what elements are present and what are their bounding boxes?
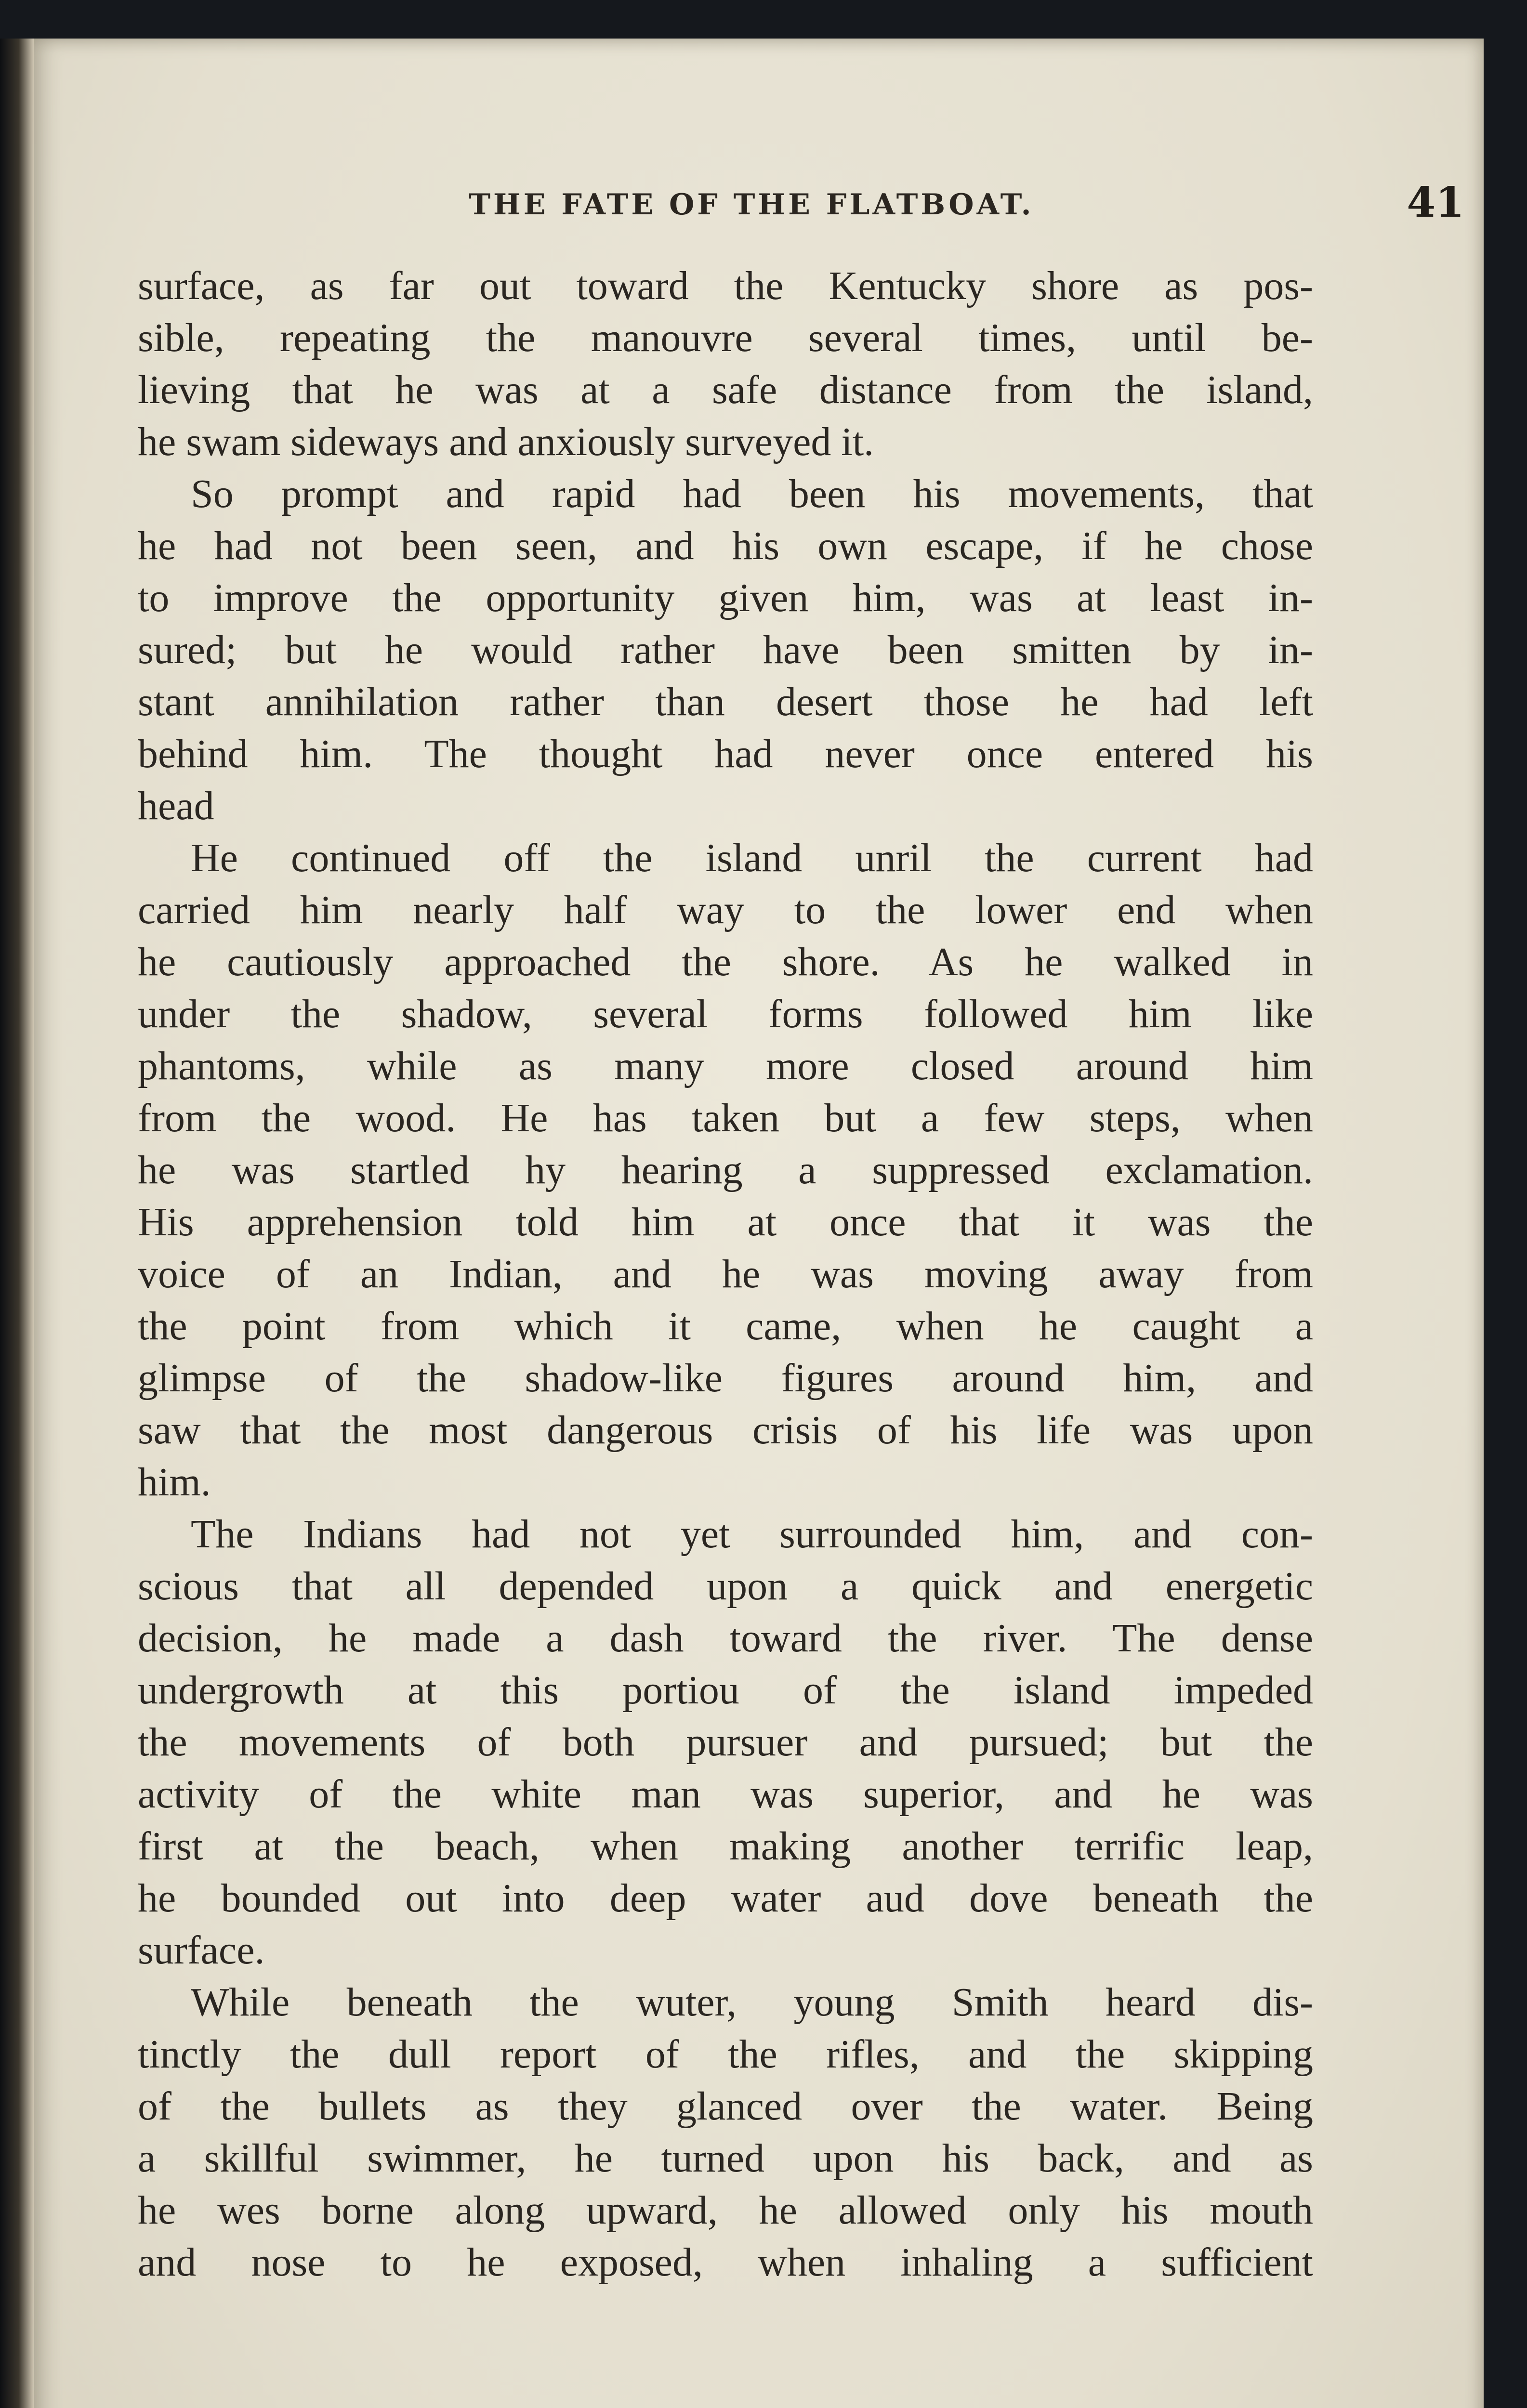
text-line: lieving that he was at a safe distance from the island, xyxy=(138,367,1313,412)
book-page xyxy=(34,39,1484,2408)
text-line: head xyxy=(138,784,214,828)
text-line: His apprehension told him at once that it was the xyxy=(138,1200,1313,1244)
text-line: decision, he made a dash toward the river. The dense xyxy=(138,1616,1313,1661)
text-line: While beneath the wuter, young Smith heard dis- xyxy=(191,1980,1313,2025)
text-line: phantoms, while as many more closed around him xyxy=(138,1044,1313,1088)
text-line: voice of an Indian, and he was moving away from xyxy=(138,1252,1313,1296)
running-title: THE FATE OF THE FLATBOAT. xyxy=(469,188,1034,222)
text-line: he swam sideways and anxiously surveyed it. xyxy=(138,419,874,464)
text-line: of the bullets as they glanced over the water. Being xyxy=(138,2084,1313,2129)
text-line: him. xyxy=(138,1460,211,1505)
text-line: He continued off the island unril the current had xyxy=(191,836,1313,880)
text-line: activity of the white man was superior, and he was xyxy=(138,1772,1313,1817)
text-line: sured; but he would rather have been smitten by in- xyxy=(138,628,1313,672)
body-text xyxy=(138,260,1313,2289)
text-line: he bounded out into deep water aud dove beneath the xyxy=(138,1876,1313,1921)
text-line: carried him nearly half way to the lower end when xyxy=(138,888,1313,932)
text-line: he wes borne along upward, he allowed only his mouth xyxy=(138,2188,1313,2233)
text-line: saw that the most dangerous crisis of his life was upon xyxy=(138,1408,1313,1453)
text-line: he had not been seen, and his own escape, if he chose xyxy=(138,523,1313,568)
text-line: glimpse of the shadow-like figures around him, and xyxy=(138,1356,1313,1400)
text-line: to improve the opportunity given him, was at least in- xyxy=(138,576,1313,620)
text-line: tinctly the dull report of the rifles, and the skipping xyxy=(138,2032,1313,2077)
text-line: surface. xyxy=(138,1928,265,1973)
text-line: a skillful swimmer, he turned upon his back, and as xyxy=(138,2136,1313,2181)
text-line: from the wood. He has taken but a few steps, when xyxy=(138,1096,1313,1140)
text-line: the movements of both pursuer and pursued; but the xyxy=(138,1720,1313,1765)
text-line: first at the beach, when making another terrific leap, xyxy=(138,1824,1313,1869)
text-line: stant annihilation rather than desert those he had left xyxy=(138,680,1313,724)
text-line: he cautiously approached the shore. As he walked in xyxy=(138,940,1313,984)
text-line: undergrowth at this portiou of the island impeded xyxy=(138,1668,1313,1713)
text-line: the point from which it came, when he caught a xyxy=(138,1304,1313,1348)
book-spine-edge xyxy=(0,39,34,2408)
text-line: The Indians had not yet surrounded him, and con- xyxy=(191,1512,1313,1557)
text-line: he was startled hy hearing a suppressed exclamation. xyxy=(138,1148,1313,1192)
text-line: behind him. The thought had never once entered his xyxy=(138,732,1313,776)
page-number: 41 xyxy=(1407,178,1464,227)
text-line: So prompt and rapid had been his movements, that xyxy=(191,471,1313,516)
text-line: surface, as far out toward the Kentucky shore as pos- xyxy=(138,263,1313,308)
text-line: and nose to he exposed, when inhaling a sufficient xyxy=(138,2240,1313,2285)
text-line: scious that all depended upon a quick and energetic xyxy=(138,1564,1313,1609)
text-line: sible, repeating the manouvre several times, until be- xyxy=(138,315,1313,360)
text-line: under the shadow, several forms followed him like xyxy=(138,992,1313,1036)
running-head xyxy=(34,154,1484,227)
